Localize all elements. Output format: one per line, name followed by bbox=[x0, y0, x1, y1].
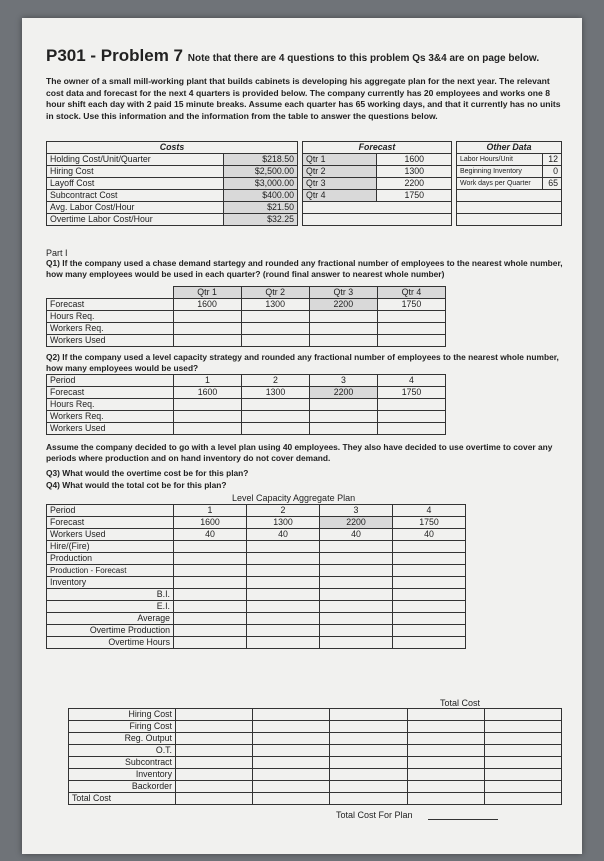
costs-table bbox=[46, 141, 298, 226]
forecast-quarter: Qtr 1 bbox=[303, 154, 377, 166]
row-label: Hours Req. bbox=[47, 399, 174, 411]
workers-cell: 40 bbox=[174, 529, 247, 541]
row-label: Period bbox=[47, 375, 174, 387]
cost-row-label: Backorder bbox=[69, 781, 176, 793]
period-cell: 3 bbox=[310, 375, 378, 387]
forecast-cell: 1750 bbox=[378, 387, 446, 399]
row-label: E.I. bbox=[47, 601, 174, 613]
question-4: Q4) What would the total cot be for this plan? bbox=[46, 480, 227, 490]
row-label: Production bbox=[47, 553, 174, 565]
forecast-table bbox=[302, 141, 452, 226]
forecast-cell: 1600 bbox=[174, 387, 242, 399]
total-plan-answer-line[interactable] bbox=[428, 819, 498, 820]
other-value: 0 bbox=[543, 166, 562, 178]
period-cell: 4 bbox=[378, 375, 446, 387]
row-label: Workers Used bbox=[47, 529, 174, 541]
forecast-cell: 2200 bbox=[309, 299, 377, 311]
cost-label: Avg. Labor Cost/Hour bbox=[47, 202, 224, 214]
forecast-cell: 1750 bbox=[377, 299, 445, 311]
row-label: Period bbox=[47, 505, 174, 517]
total-cost-header: Total Cost bbox=[440, 698, 481, 708]
row-label: Forecast bbox=[47, 387, 174, 399]
other-data-table bbox=[456, 141, 562, 226]
row-label: Forecast bbox=[47, 299, 174, 311]
period-cell: 2 bbox=[242, 375, 310, 387]
level-table bbox=[46, 374, 446, 435]
forecast-cell: 1600 bbox=[173, 299, 241, 311]
forecast-quarter: Qtr 3 bbox=[303, 178, 377, 190]
forecast-cell: 2200 bbox=[320, 517, 393, 529]
forecast-cell: 1750 bbox=[393, 517, 466, 529]
worksheet-page bbox=[22, 18, 582, 854]
other-value: 12 bbox=[543, 154, 562, 166]
row-label: B.I. bbox=[47, 589, 174, 601]
cost-row-label: Firing Cost bbox=[69, 721, 176, 733]
quarter-header: Qtr 3 bbox=[309, 287, 377, 299]
other-value: 65 bbox=[543, 178, 562, 190]
other-label: Labor Hours/Unit bbox=[457, 154, 543, 166]
costs-header: Costs bbox=[47, 142, 298, 154]
row-label: Inventory bbox=[47, 577, 174, 589]
forecast-value: 1750 bbox=[377, 190, 452, 202]
period-cell: 2 bbox=[247, 505, 320, 517]
quarter-header: Qtr 1 bbox=[173, 287, 241, 299]
cost-label: Hiring Cost bbox=[47, 166, 224, 178]
cost-row-label: Reg. Output bbox=[69, 733, 176, 745]
row-label: Overtime Hours bbox=[47, 637, 174, 649]
question-3: Q3) What would the overtime cost be for this plan? bbox=[46, 468, 249, 478]
forecast-cell: 1300 bbox=[242, 387, 310, 399]
row-label: Forecast bbox=[47, 517, 174, 529]
row-label: Average bbox=[47, 613, 174, 625]
part-label: Part I bbox=[46, 248, 68, 258]
cost-value: $400.00 bbox=[223, 190, 297, 202]
forecast-quarter: Qtr 4 bbox=[303, 190, 377, 202]
assumption-text: Assume the company decided to go with a level plan using 40 employees. They also have decided to use overtime to cover any periods where production and on hand inventory do not cover demand. bbox=[46, 442, 553, 463]
problem-intro: The owner of a small mill-working plant that builds cabinets is developing his aggregate plan for the next year. The relevant cost data and forecast for the next 4 quarters is provided below. The company currently has 20 employees and works one 8 hour shift each day with 2 paid 15 minute breaks. Assume each quarter has 65 working days, and that it currently has no units in stock. Use this information and the information from the table to answer the questions below. bbox=[46, 76, 561, 121]
forecast-cell: 2200 bbox=[310, 387, 378, 399]
workers-cell: 40 bbox=[393, 529, 466, 541]
chase-table bbox=[46, 286, 446, 347]
cost-value: $218.50 bbox=[223, 154, 297, 166]
row-label: Workers Used bbox=[47, 335, 174, 347]
forecast-value: 2200 bbox=[377, 178, 452, 190]
cost-row-label: Subcontract bbox=[69, 757, 176, 769]
forecast-cell: 1300 bbox=[241, 299, 309, 311]
plan-title: Level Capacity Aggregate Plan bbox=[232, 493, 356, 503]
forecast-cell: 1300 bbox=[247, 517, 320, 529]
cost-row-label: Hiring Cost bbox=[69, 709, 176, 721]
cost-row-label: Total Cost bbox=[69, 793, 176, 805]
total-plan-label: Total Cost For Plan bbox=[336, 810, 413, 820]
period-cell: 1 bbox=[174, 375, 242, 387]
workers-cell: 40 bbox=[247, 529, 320, 541]
row-label: Workers Used bbox=[47, 423, 174, 435]
other-data-header: Other Data bbox=[457, 142, 562, 154]
forecast-value: 1600 bbox=[377, 154, 452, 166]
row-label: Production - Forecast bbox=[47, 565, 174, 577]
row-label: Workers Req. bbox=[47, 411, 174, 423]
cost-label: Holding Cost/Unit/Quarter bbox=[47, 154, 224, 166]
question-1: Q1) If the company used a chase demand startegy and rounded any fractional number of employees to the nearest whole number, how many employees would be used in each quarter? (round final answer to nearest whole number) bbox=[46, 258, 563, 279]
forecast-header: Forecast bbox=[303, 142, 452, 154]
period-cell: 1 bbox=[174, 505, 247, 517]
period-cell: 3 bbox=[320, 505, 393, 517]
cost-value: $2,500.00 bbox=[223, 166, 297, 178]
cost-row-label: O.T. bbox=[69, 745, 176, 757]
question-2: Q2) If the company used a level capacity strategy and rounded any fractional number of employees to the nearest whole number, how many employees would be used? bbox=[46, 352, 559, 373]
other-label: Work days per Quarter bbox=[457, 178, 543, 190]
row-label: Workers Req. bbox=[47, 323, 174, 335]
quarter-header: Qtr 2 bbox=[241, 287, 309, 299]
page-title: P301 - Problem 7 Note that there are 4 questions to this problem Qs 3&4 are on page below. bbox=[46, 46, 540, 65]
title-note: Note that there are 4 questions to this problem Qs 3&4 are on page below. bbox=[187, 53, 540, 64]
period-cell: 4 bbox=[393, 505, 466, 517]
level-plan-table bbox=[46, 504, 466, 649]
forecast-quarter: Qtr 2 bbox=[303, 166, 377, 178]
cost-row-label: Inventory bbox=[69, 769, 176, 781]
cost-value: $21.50 bbox=[223, 202, 297, 214]
cost-summary-table bbox=[68, 708, 562, 805]
cost-value: $32.25 bbox=[223, 214, 297, 226]
cost-label: Layoff Cost bbox=[47, 178, 224, 190]
row-label: Hire/(Fire) bbox=[47, 541, 174, 553]
cost-label: Subcontract Cost bbox=[47, 190, 224, 202]
quarter-header: Qtr 4 bbox=[377, 287, 445, 299]
workers-cell: 40 bbox=[320, 529, 393, 541]
row-label: Overtime Production bbox=[47, 625, 174, 637]
other-label: Beginning Inventory bbox=[457, 166, 543, 178]
forecast-cell: 1600 bbox=[174, 517, 247, 529]
row-label: Hours Req. bbox=[47, 311, 174, 323]
forecast-value: 1300 bbox=[377, 166, 452, 178]
cost-label: Overtime Labor Cost/Hour bbox=[47, 214, 224, 226]
cost-value: $3,000.00 bbox=[223, 178, 297, 190]
